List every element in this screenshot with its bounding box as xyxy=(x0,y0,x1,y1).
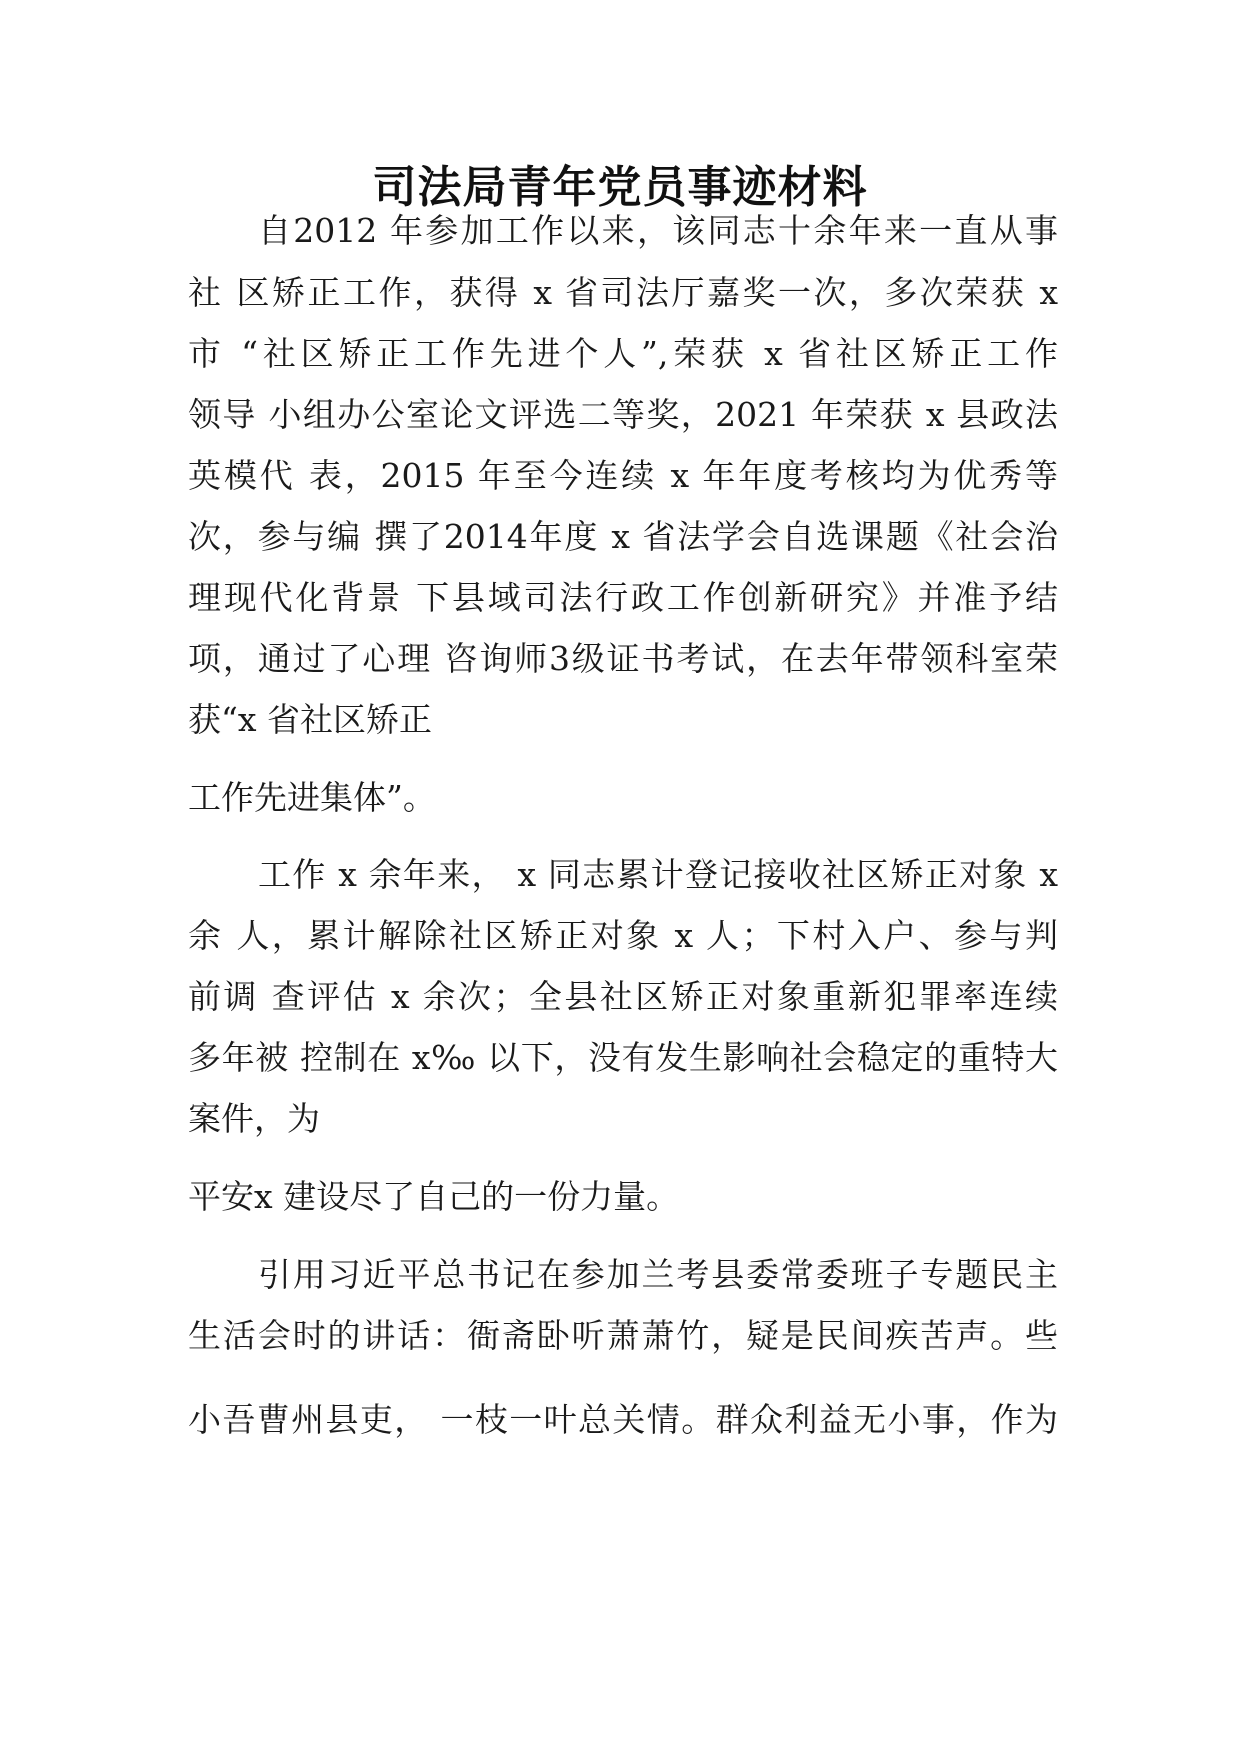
paragraph-1-line-5: 英模代 表，2015 年至今连续 x 年年度考核均为优秀等 xyxy=(188,456,1058,495)
paragraph-1-line-6: 次，参与编 撰了2014年度 x 省法学会自选课题《社会治 xyxy=(188,517,1058,556)
paragraph-5-line-3: 小吾曹州县吏， 一枝一叶总关情。群众利益无小事，作为 xyxy=(188,1400,1058,1439)
paragraph-3-line-4: 多年被 控制在 x‰ 以下，没有发生影响社会稳定的重特大 xyxy=(188,1038,1058,1077)
paragraph-3-line-1: 工作 x 余年来， x 同志累计登记接收社区矫正对象 x xyxy=(258,855,1058,894)
paragraph-1-line-3: 市 “社区矫正工作先进个人”,荣获 x 省社区矫正工作 xyxy=(188,334,1058,373)
paragraph-5-line-2: 生活会时的讲话：衙斋卧听萧萧竹，疑是民间疾苦声。些 xyxy=(188,1316,1058,1355)
paragraph-1-line-4: 领导 小组办公室论文评选二等奖，2021 年荣获 x 县政法 xyxy=(188,395,1058,434)
paragraph-2-line-1: 工作先进集体”。 xyxy=(188,778,436,817)
paragraph-3-line-2: 余 人，累计解除社区矫正对象 x 人；下村入户、参与判 xyxy=(188,916,1058,955)
paragraph-1-line-1: 自2012 年参加工作以来，该同志十余年来一直从事 xyxy=(258,211,1058,250)
paragraph-1-line-9: 获“x 省社区矫正 xyxy=(188,700,432,739)
paragraph-4-line-1: 平安x 建设尽了自己的一份力量。 xyxy=(188,1177,680,1216)
paragraph-1-line-2: 社 区矫正工作，获得 x 省司法厅嘉奖一次，多次荣获 x xyxy=(188,273,1058,312)
paragraph-3-line-3: 前调 查评估 x 余次；全县社区矫正对象重新犯罪率连续 xyxy=(188,977,1058,1016)
paragraph-5-line-1: 引用习近平总书记在参加兰考县委常委班子专题民主 xyxy=(258,1255,1058,1294)
paragraph-3-line-5: 案件，为 xyxy=(188,1099,320,1138)
page-title: 司法局青年党员事迹材料 xyxy=(372,162,868,213)
paragraph-1-line-7: 理现代化背景 下县域司法行政工作创新研究》并准予结 xyxy=(188,578,1058,617)
paragraph-1-line-8: 项，通过了心理 咨询师3级证书考试，在去年带领科室荣 xyxy=(188,639,1058,678)
